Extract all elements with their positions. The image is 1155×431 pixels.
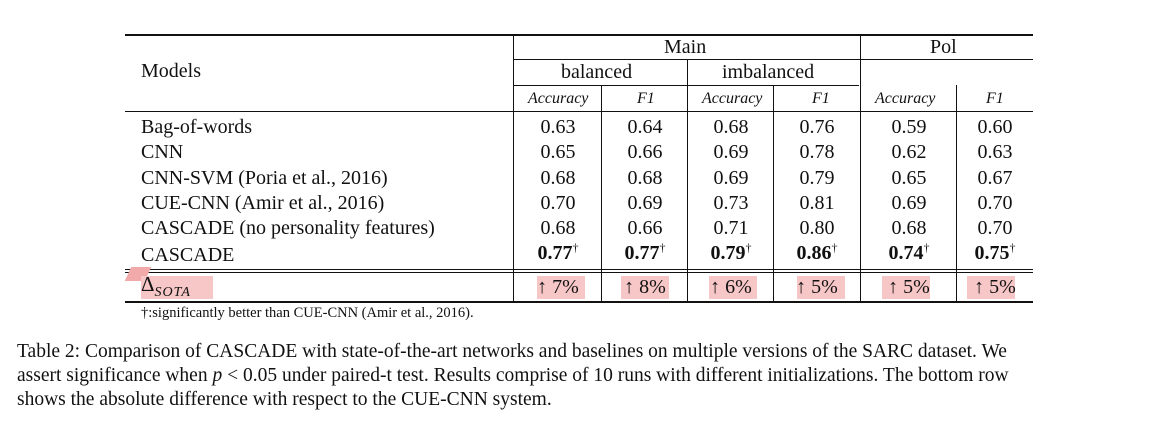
group-rule bbox=[514, 59, 1033, 60]
table-cell bbox=[869, 240, 949, 264]
row-model-name: CASCADE bbox=[141, 244, 235, 266]
row-model-name: CUE-CNN (Amir et al., 2016) bbox=[141, 192, 385, 214]
col-divider-3 bbox=[773, 85, 774, 302]
cell-value: 0.60 bbox=[977, 116, 1013, 138]
table-cell bbox=[605, 168, 685, 188]
cell-value: 0.67 bbox=[977, 167, 1013, 189]
table-cell bbox=[955, 168, 1035, 188]
table-cell bbox=[605, 193, 685, 213]
caption-variable-p: p bbox=[212, 365, 223, 386]
col-divider-1 bbox=[601, 85, 602, 302]
table-caption bbox=[17, 340, 1142, 412]
top-rule bbox=[125, 34, 1033, 36]
delta-value: ↑ 8% bbox=[624, 276, 666, 298]
cell-value: 0.68 bbox=[540, 217, 576, 239]
body-bottom-rule-1 bbox=[125, 269, 1033, 270]
table-cell bbox=[869, 142, 949, 162]
header-imbalanced: imbalanced bbox=[722, 61, 815, 83]
delta-value: ↑ 5% bbox=[796, 276, 838, 298]
cell-value: 0.69 bbox=[713, 141, 749, 163]
cell-value: 0.73 bbox=[713, 192, 749, 214]
subheader-f1-pol: F1 bbox=[986, 90, 1004, 107]
cell-value: 0.78 bbox=[799, 141, 835, 163]
cell-value: 0.63 bbox=[977, 141, 1013, 163]
table-cell bbox=[691, 117, 771, 137]
table-cell bbox=[605, 142, 685, 162]
table-cell bbox=[869, 117, 949, 137]
cell-value: 0.63 bbox=[540, 116, 576, 138]
cell-value: 0.69 bbox=[891, 192, 927, 214]
table-cell bbox=[955, 218, 1035, 238]
table-cell bbox=[777, 142, 857, 162]
cell-value: 0.65 bbox=[540, 141, 576, 163]
table-cell bbox=[518, 240, 598, 264]
significance-mark: † bbox=[831, 240, 838, 255]
subheader-accuracy-balanced: Accuracy bbox=[528, 90, 589, 107]
table-cell bbox=[777, 168, 857, 188]
table-cell bbox=[869, 168, 949, 188]
delta-value: ↑ 5% bbox=[974, 276, 1016, 298]
table-cell bbox=[955, 117, 1035, 137]
table-cell bbox=[777, 193, 857, 213]
table-cell bbox=[605, 117, 685, 137]
cell-value: 0.69 bbox=[627, 192, 663, 214]
delta-label bbox=[141, 274, 191, 300]
table-footnote: †:significantly better than CUE-CNN (Amir et al., 2016). bbox=[141, 305, 474, 321]
cell-value: 0.65 bbox=[891, 167, 927, 189]
row-model-name: CASCADE (no personality features) bbox=[141, 217, 435, 239]
cell-value: 0.69 bbox=[713, 167, 749, 189]
significance-mark: † bbox=[923, 240, 930, 255]
table-cell bbox=[777, 218, 857, 238]
table-cell bbox=[605, 240, 685, 264]
cell-value: 0.81 bbox=[799, 192, 835, 214]
delta-value: ↑ 6% bbox=[710, 276, 752, 298]
header-bottom-rule bbox=[125, 111, 1033, 112]
delta-subscript: SOTA bbox=[154, 285, 191, 301]
header-pol: Pol bbox=[930, 36, 957, 58]
table-bottom-rule bbox=[125, 301, 1033, 303]
significance-mark: † bbox=[1009, 240, 1016, 255]
significance-mark: † bbox=[745, 240, 752, 255]
table-cell bbox=[869, 193, 949, 213]
caption-line-2a: assert significance when bbox=[17, 365, 213, 386]
col-divider-main-pol bbox=[860, 35, 861, 302]
cell-value: 0.66 bbox=[627, 141, 663, 163]
cell-value: 0.70 bbox=[977, 217, 1013, 239]
caption-line-1: Table 2: Comparison of CASCADE with state-of-the-art networks and baselines on multiple versions of the SARC dataset. We bbox=[17, 341, 1007, 362]
cell-value: 0.59 bbox=[891, 116, 927, 138]
caption-line-2b: < 0.05 under paired-t test. Results comprise of 10 runs with different initializations. The bottom row bbox=[222, 365, 1009, 386]
delta-value: ↑ 5% bbox=[888, 276, 930, 298]
table-cell bbox=[869, 218, 949, 238]
table-cell bbox=[518, 218, 598, 238]
table-cell bbox=[691, 168, 771, 188]
cell-value: 0.75 bbox=[974, 242, 1010, 264]
table-cell bbox=[691, 193, 771, 213]
col-divider-balanced-imbalanced bbox=[687, 59, 688, 302]
table-cell bbox=[691, 142, 771, 162]
cell-value: 0.80 bbox=[799, 217, 835, 239]
delta-symbol: Δ bbox=[141, 272, 155, 296]
cell-value: 0.86 bbox=[796, 242, 832, 264]
cell-value: 0.68 bbox=[713, 116, 749, 138]
cell-value: 0.68 bbox=[540, 167, 576, 189]
subheader-accuracy-imbalanced: Accuracy bbox=[702, 90, 763, 107]
table-cell bbox=[691, 218, 771, 238]
caption-line-3: shows the absolute difference with respect to the CUE-CNN system. bbox=[17, 389, 552, 410]
col-divider-models bbox=[513, 35, 514, 302]
cell-value: 0.70 bbox=[540, 192, 576, 214]
table-cell bbox=[691, 240, 771, 264]
table-cell bbox=[777, 240, 857, 264]
cell-value: 0.64 bbox=[627, 116, 663, 138]
cell-value: 0.62 bbox=[891, 141, 927, 163]
header-main: Main bbox=[664, 36, 707, 58]
table-cell bbox=[518, 168, 598, 188]
cell-value: 0.68 bbox=[627, 167, 663, 189]
cell-value: 0.71 bbox=[713, 217, 749, 239]
row-model-name: Bag-of-words bbox=[141, 116, 253, 138]
cell-value: 0.79 bbox=[710, 242, 746, 264]
subheader-f1-imbalanced: F1 bbox=[812, 90, 830, 107]
table-cell bbox=[518, 193, 598, 213]
cell-value: 0.76 bbox=[799, 116, 835, 138]
cell-value: 0.74 bbox=[888, 242, 924, 264]
body-bottom-rule-2 bbox=[125, 272, 1033, 273]
table-cell bbox=[955, 142, 1035, 162]
table-cell bbox=[605, 218, 685, 238]
row-model-name: CNN bbox=[141, 141, 184, 163]
table-cell bbox=[518, 142, 598, 162]
delta-value: ↑ 7% bbox=[537, 276, 579, 298]
table-cell bbox=[518, 117, 598, 137]
table-cell bbox=[777, 117, 857, 137]
table-cell bbox=[955, 193, 1035, 213]
cell-value: 0.68 bbox=[891, 217, 927, 239]
cell-value: 0.66 bbox=[627, 217, 663, 239]
table-cell bbox=[955, 240, 1035, 264]
subheader-f1-balanced: F1 bbox=[637, 90, 655, 107]
cell-value: 0.77 bbox=[537, 242, 573, 264]
cell-value: 0.70 bbox=[977, 192, 1013, 214]
significance-mark: † bbox=[659, 240, 666, 255]
row-model-name: CNN-SVM (Poria et al., 2016) bbox=[141, 167, 388, 189]
header-models: Models bbox=[141, 60, 201, 82]
subheader-accuracy-pol: Accuracy bbox=[875, 90, 936, 107]
cell-value: 0.77 bbox=[624, 242, 660, 264]
significance-mark: † bbox=[572, 240, 579, 255]
header-balanced: balanced bbox=[561, 61, 633, 83]
cell-value: 0.79 bbox=[799, 167, 835, 189]
